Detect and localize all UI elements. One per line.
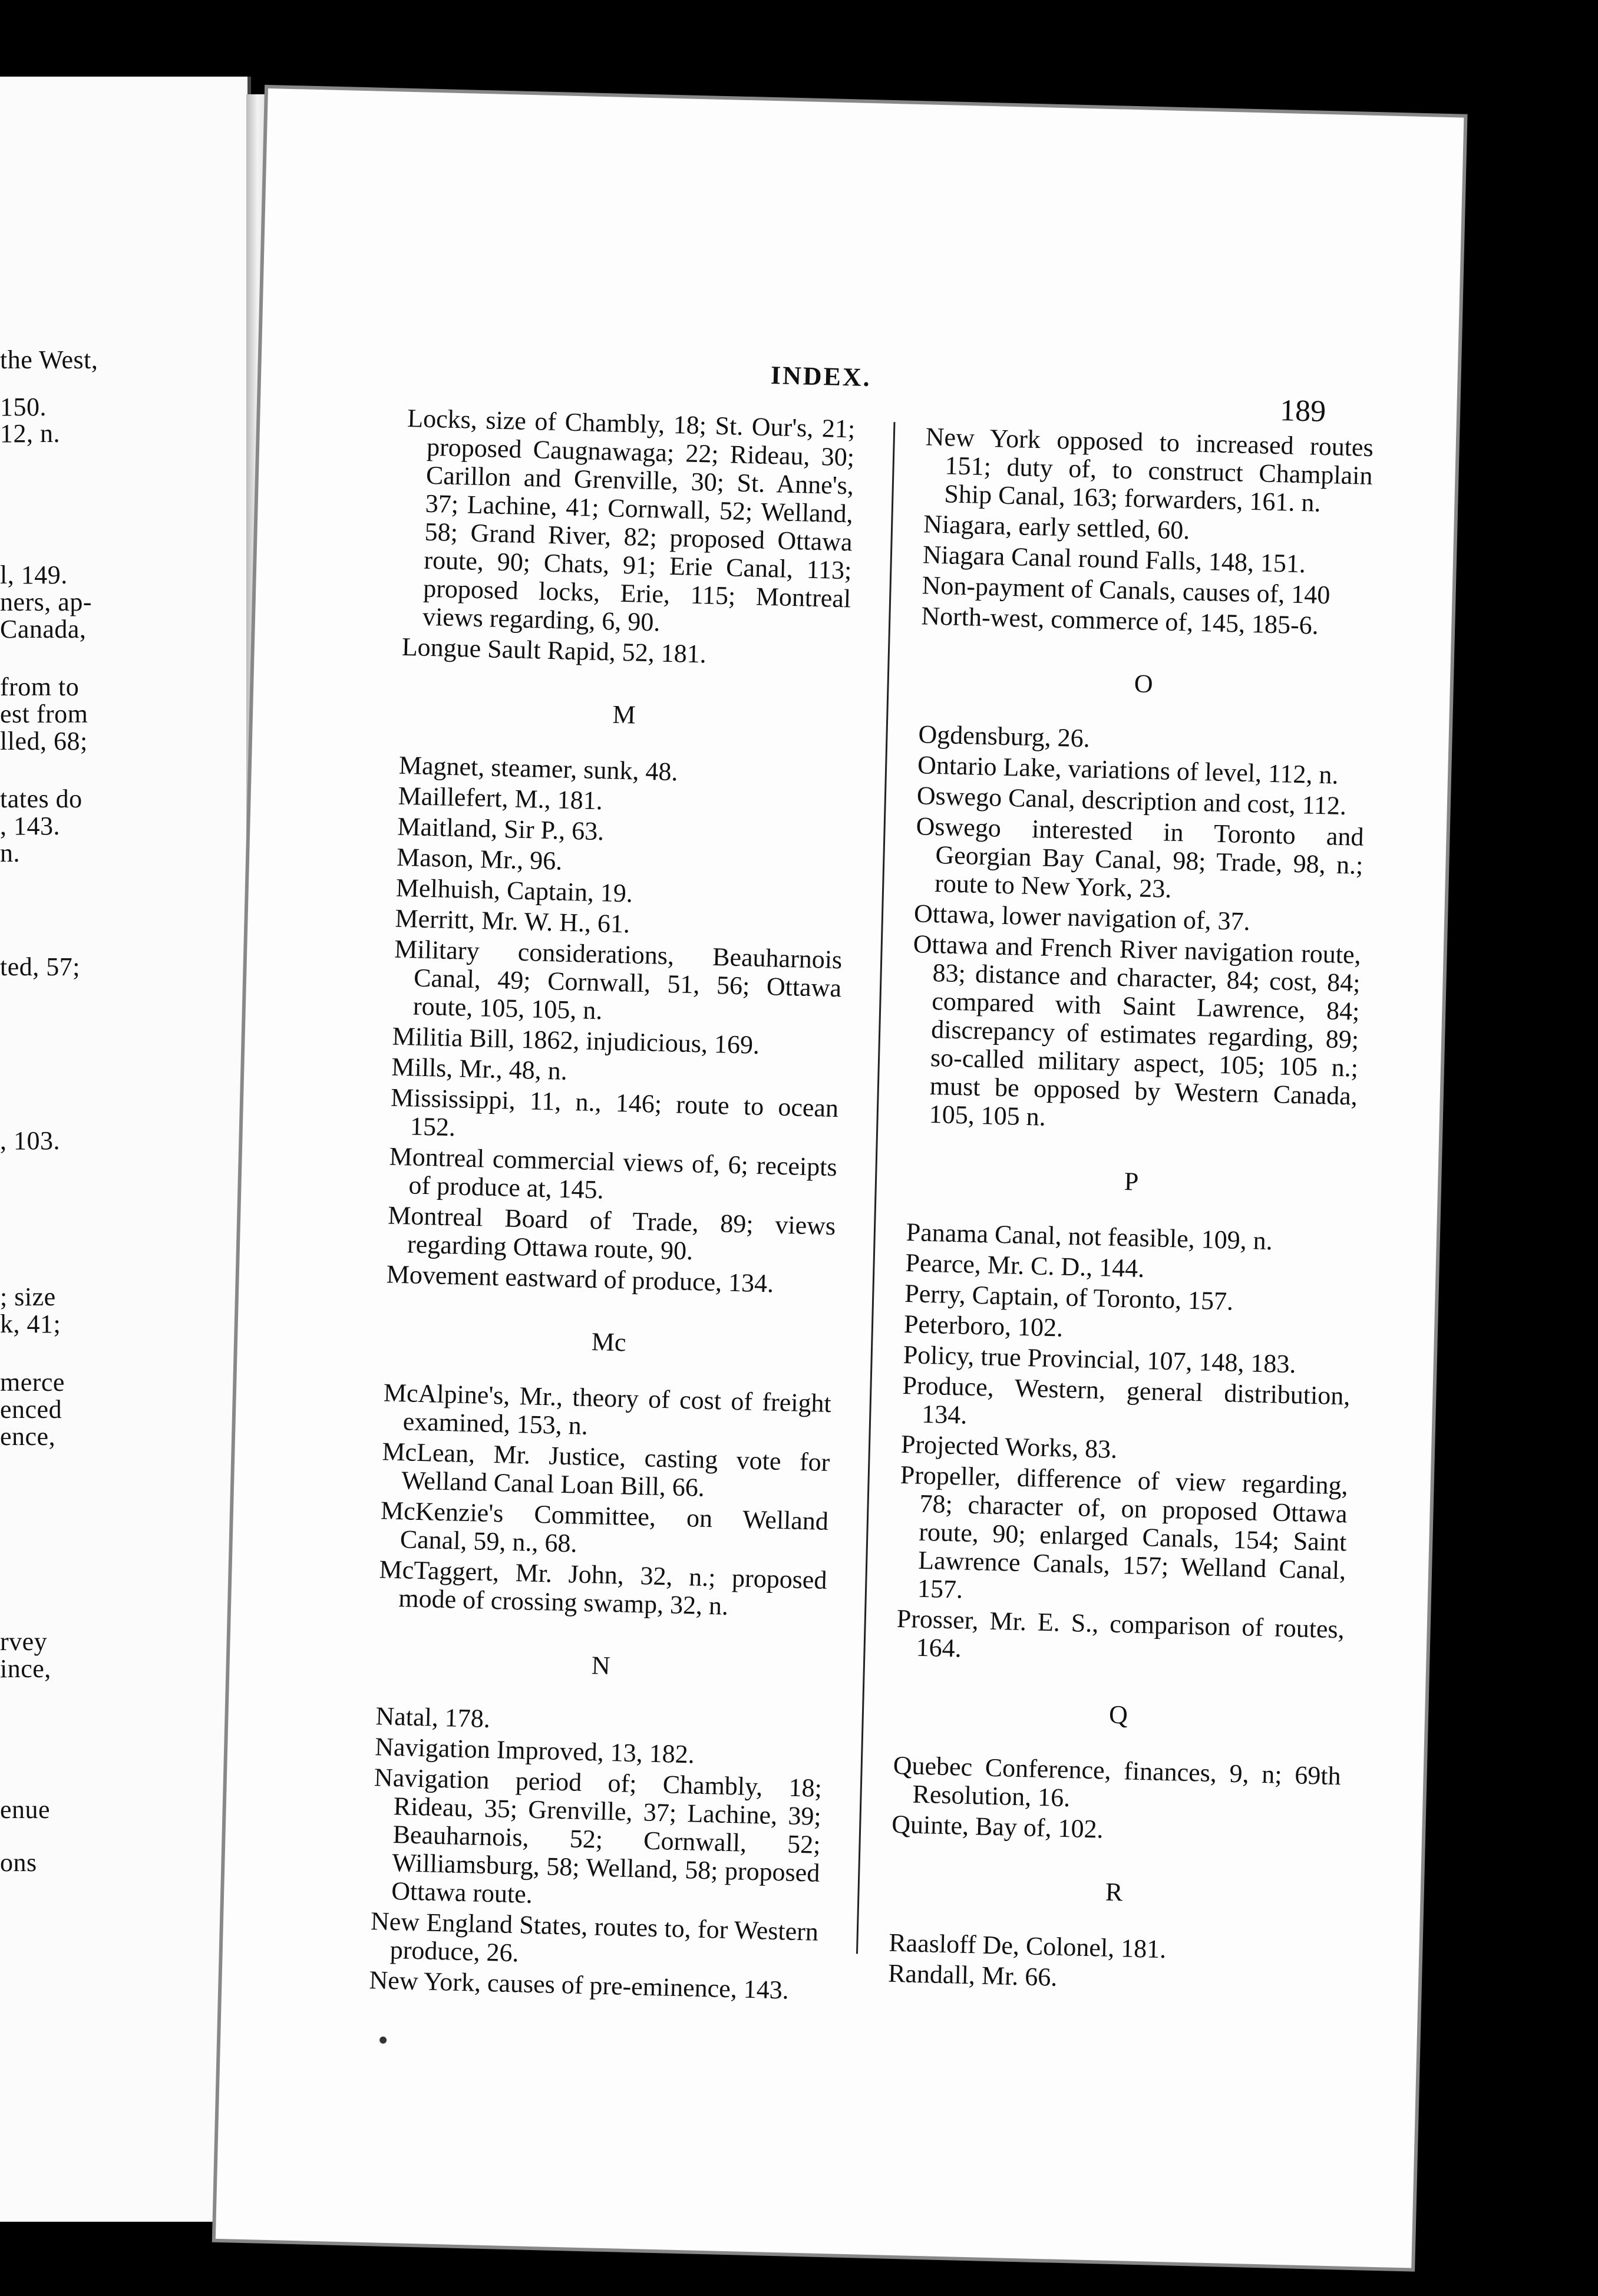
index-entry: Mississippi, 11, n., 146; route to ocean 152. [390, 1083, 839, 1142]
left-fragment: 12, n. [0, 419, 60, 448]
left-fragment: merce [0, 1368, 65, 1397]
column-divider [856, 422, 896, 1954]
index-entry: Locks, size of Chambly, 18; St. Our's, 21; proposed Caugnawaga; 22; Rideau, 30; Carillon and Grenville, 30; St. Anne's, 37; Lachine, 41; Cornwall, 52; Welland, 58; Grand River, 82; proposed Ottawa route, 90; Chats, 91; Erie Canal, 113; proposed locks, Erie, 115; Montreal views regarding, 6, 90. [407, 403, 856, 637]
index-entry: Produce, Western, general distribution, 134. [902, 1370, 1351, 1430]
section-letter-r: R [1105, 1877, 1123, 1907]
index-entry: Projected Works, 83. [900, 1429, 1118, 1464]
section-letter-n: N [591, 1651, 611, 1680]
page-header: INDEX. [770, 360, 872, 392]
index-entry: Militia Bill, 1862, injudicious, 169. [392, 1021, 760, 1060]
left-page-edge [0, 77, 251, 2222]
index-entry: Merritt, Mr. W. H., 61. [395, 903, 630, 939]
index-entry: McTaggert, Mr. John, 32, n.; proposed mode of crossing swamp, 32, n. [379, 1555, 828, 1621]
index-column-right [887, 423, 1374, 2001]
index-entry: Natal, 178. [375, 1701, 491, 1734]
index-entry: McKenzie's Committee, on Welland Canal, 59, n., 68. [380, 1496, 829, 1558]
index-entry: Military considerations, Beauharnois Canal, 49; Cornwall, 51, 56; Ottawa route, 105, 105, n. [394, 934, 843, 1025]
left-fragment: enue [0, 1795, 51, 1824]
left-fragment: est from [0, 700, 88, 728]
section-letter-p: P [1124, 1167, 1139, 1196]
section-letter-mc: Mc [591, 1327, 627, 1357]
left-fragment: ence, [0, 1422, 56, 1451]
section-letter-o: O [1134, 669, 1154, 698]
index-entry: Maillefert, M., 181. [398, 781, 603, 816]
ink-dot [379, 2037, 387, 2044]
left-fragment: ince, [0, 1654, 51, 1683]
index-entry: Melhuish, Captain, 19. [395, 873, 633, 908]
left-fragment: , 103. [0, 1126, 60, 1155]
index-entry: Policy, true Provincial, 107, 148, 183. [903, 1340, 1297, 1379]
left-fragment: , 143. [0, 811, 60, 840]
index-entry: Randall, Mr. 66. [887, 1958, 1058, 1992]
index-entry: Raasloff De, Colonel, 181. [888, 1928, 1167, 1964]
left-fragment: rvey [0, 1627, 48, 1656]
index-entry: Perry, Captain, of Toronto, 157. [904, 1279, 1234, 1316]
index-entry: Montreal commercial views of, 6; receipts of produce at, 145. [389, 1142, 838, 1205]
index-entry: Niagara Canal round Falls, 148, 151. [922, 540, 1306, 579]
left-fragment: 150. [0, 392, 47, 421]
index-entry: Propeller, difference of view regarding, 78; character of, on proposed Ottawa route, 90; enlarged Canals, 154; Saint Lawrence Canals, 157; Welland Canal, 157. [900, 1460, 1349, 1604]
index-entry: New York, causes of pre-eminence, 143. [369, 1965, 790, 2005]
left-fragment: ted, 57; [0, 952, 80, 981]
index-entry: Niagara, early settled, 60. [923, 509, 1190, 545]
left-fragment: ons [0, 1848, 37, 1877]
index-entry: McLean, Mr. Justice, casting vote for Welland Canal Loan Bill, 66. [381, 1437, 830, 1502]
index-entry: Quebec Conference, finances, 9, n; 69th Resolution, 16. [893, 1750, 1342, 1813]
left-fragment: the West, [0, 345, 98, 374]
index-entry: Longue Sault Rapid, 52, 181. [401, 632, 707, 669]
left-fragment: from to [0, 672, 80, 701]
index-entry: Mills, Mr., 48, n. [391, 1052, 568, 1086]
index-entry: Non-payment of Canals, causes of, 140 [922, 570, 1330, 610]
index-entry: Ontario Lake, variations of level, 112, n. [917, 750, 1339, 790]
index-entry: Montreal Board of Trade, 89; views regarding Ottawa route, 90. [387, 1200, 836, 1266]
left-fragment: l, 149. [0, 560, 68, 589]
index-column-left [369, 404, 856, 2008]
index-entry: New England States, routes to, for Western produce, 26. [370, 1906, 819, 1968]
index-entry: Peterboro, 102. [903, 1309, 1064, 1342]
index-entry: New York opposed to increased routes 151; duty of, to construct Champlain Ship Canal, 163; forwarders, 161. n. [925, 422, 1374, 517]
index-entry: Ogdensburg, 26. [917, 720, 1091, 753]
left-fragment: tates do [0, 784, 82, 813]
left-fragment: enced [0, 1395, 62, 1424]
page-number: 189 [1279, 394, 1326, 429]
section-letter-q: Q [1108, 1700, 1128, 1730]
left-fragment: Canada, [0, 615, 87, 644]
index-entry: Quinte, Bay of, 102. [891, 1809, 1104, 1844]
section-letter-m: M [612, 700, 636, 730]
index-entry: Mason, Mr., 96. [396, 842, 563, 876]
index-entry: Oswego Canal, description and cost, 112. [916, 781, 1347, 821]
index-entry: North-west, commerce of, 145, 185-6. [920, 601, 1319, 640]
index-entry: Oswego interested in Toronto and Georgian Bay Canal, 98; Trade, 98, n.; route to New York, 23. [916, 811, 1365, 903]
left-fragment: n. [0, 839, 20, 867]
left-fragment: k, 41; [0, 1309, 61, 1338]
index-entry: Magnet, steamer, sunk, 48. [398, 750, 679, 787]
left-fragment: ners, ap- [0, 588, 92, 616]
index-entry: McAlpine's, Mr., theory of cost of freight examined, 153, n. [383, 1378, 832, 1440]
index-entry: Navigation period of; Chambly, 18; Rideau, 35; Grenville, 37; Lachine, 39; Beauharnois, 52; Cornwall, 52; Williamsburg, 58; Welland, 58; proposed Ottawa route. [374, 1763, 823, 1909]
index-page [216, 88, 1464, 2268]
index-entry: Ottawa and French River navigation route, 83; distance and character, 84; cost, 84; compared with Saint Lawrence, 84; discrepancy of estimates regarding, 89; so-called military aspect, 105; 105 n.; must be opposed by Western Canada, 105, 105 n. [913, 929, 1362, 1131]
index-entry: Pearce, Mr. C. D., 144. [905, 1248, 1145, 1283]
index-entry: Prosser, Mr. E. S., comparison of routes, 164. [896, 1604, 1345, 1663]
index-entry: Panama Canal, not feasible, 109, n. [906, 1218, 1273, 1256]
index-entry: Navigation Improved, 13, 182. [374, 1732, 695, 1769]
index-entry: Movement eastward of produce, 134. [386, 1259, 774, 1298]
index-entry: Ottawa, lower navigation of, 37. [913, 899, 1251, 936]
index-entry: Maitland, Sir P., 63. [397, 811, 605, 846]
left-fragment: lled, 68; [0, 727, 88, 756]
left-fragment: ; size [0, 1282, 56, 1311]
